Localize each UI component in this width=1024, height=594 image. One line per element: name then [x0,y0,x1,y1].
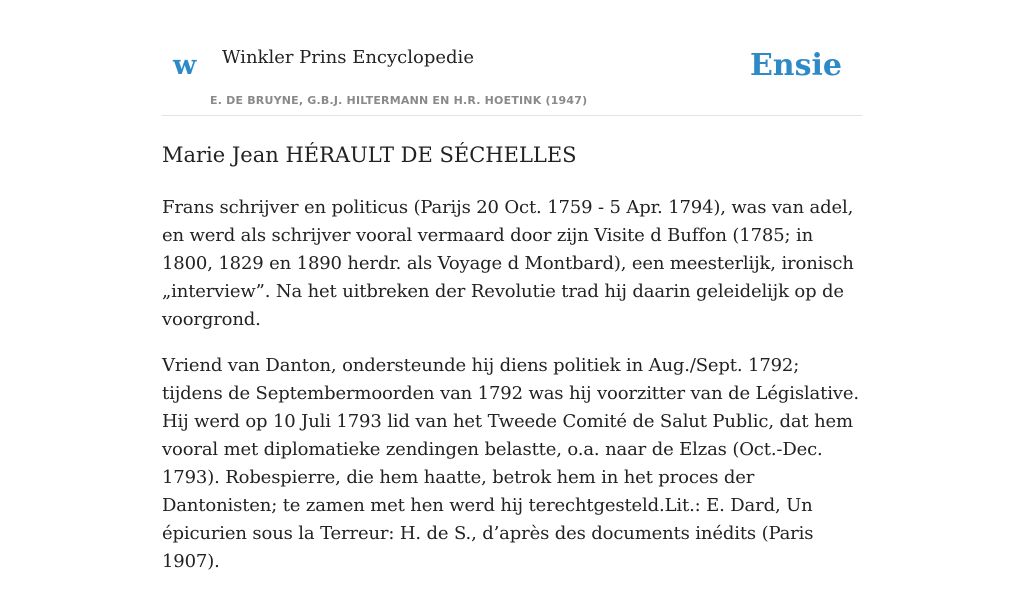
article [162,140,862,594]
article-paragraph-1: Frans schrijver en politicus (Parijs 20 Oct. 1759 - 5 Apr. 1794), was van adel, en werd als schrijver vooral vermaard door zijn Visite d Buffon (1785; in 1800, 1829 en 1890 herdr. als Voyage d Montbard), een meesterlijk, ironisch „interview”. Na het uitbreken der Revolutie trad hij daarin geleidelijk op de voorgrond. [162,197,854,330]
encyclopedia-authors: E. DE BRUYNE, G.B.J. HILTERMANN EN H.R. HOETINK (1947) [210,94,588,107]
winkler-prins-logo[interactable]: w [173,50,197,81]
article-paragraph-2: Vriend van Danton, ondersteunde hij diens politiek in Aug./Sept. 1792; tijdens de Septembermoorden van 1792 was hij voorzitter van de Législative. Hij werd op 10 Juli 1793 lid van het Tweede Comité de Salut Public, dat hem vooral met diplomatieke zendingen belastte, o.a. naar de Elzas (Oct.-Dec. 1793). Robespierre, die hem haatte, betrok hem in het proces der Dantonisten; te zamen met hen werd hij terechtgesteld.Lit.: E. Dard, Un épicurien sous la Terreur: H. de S., d’après des documents inédits (Paris 1907). [162,355,859,572]
site-header [162,36,862,116]
article-title: Marie Jean HÉRAULT DE SÉCHELLES [162,143,577,167]
ensie-logo[interactable]: Ensie [749,48,842,83]
encyclopedia-title[interactable]: Winkler Prins Encyclopedie [222,47,474,68]
